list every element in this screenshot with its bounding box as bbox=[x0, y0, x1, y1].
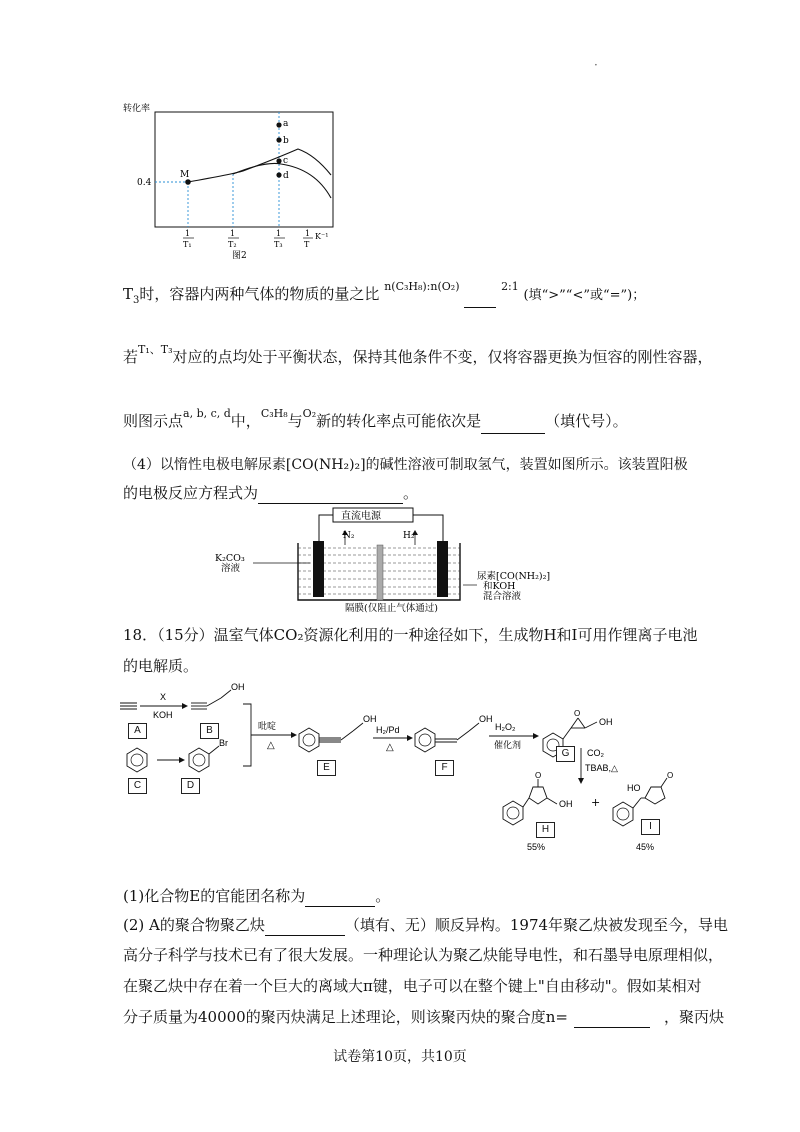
q3-points: a, b, c, d bbox=[183, 407, 231, 420]
q2-blank-n[interactable] bbox=[574, 1011, 650, 1028]
i-ho: HO bbox=[627, 783, 641, 793]
label-f: F bbox=[435, 760, 454, 776]
q18-line2 bbox=[123, 655, 198, 677]
reagent-h2pd: H₂/Pd bbox=[376, 725, 400, 735]
q2-line3 bbox=[123, 975, 702, 997]
benzene-f bbox=[415, 728, 435, 752]
x-tick-t3-den: T₃ bbox=[274, 240, 283, 249]
q1-end: 。 bbox=[375, 887, 391, 905]
q2-l3-text: 在聚乙炔中存在着一个巨大的离域大π键，电子可以在整个键上"自由移动"。假如某相对 bbox=[123, 977, 702, 995]
h-o-top: O bbox=[535, 771, 542, 780]
right-solution-2: 和KOH bbox=[483, 581, 516, 592]
right-solution-3: 混合溶液 bbox=[483, 591, 522, 602]
q2-l1-end: （填有、无）顺反异构。1974年聚乙炔被发现至今，导电 bbox=[344, 916, 729, 934]
q18-l2-text: 的电解质。 bbox=[123, 657, 199, 675]
q2-line4 bbox=[123, 1006, 724, 1028]
benzene-i bbox=[613, 802, 633, 826]
point-c bbox=[276, 158, 281, 163]
x-tick-t2-num: 1 bbox=[230, 229, 236, 238]
point-a-label: a bbox=[283, 119, 289, 129]
q3-two-one: 2:1 bbox=[501, 280, 519, 293]
q2-l4-end: ，聚丙炔 bbox=[663, 1008, 724, 1026]
reagent-tbab: TBAB,△ bbox=[585, 763, 618, 773]
h-oh: OH bbox=[559, 799, 573, 809]
e-oh: OH bbox=[363, 714, 377, 724]
reagent-pyridine: 吡啶 bbox=[258, 722, 277, 732]
point-a bbox=[276, 122, 281, 127]
i-ring bbox=[645, 787, 665, 804]
q3-line3 bbox=[123, 407, 628, 434]
g-o: O bbox=[574, 709, 581, 718]
label-e: E bbox=[317, 760, 336, 776]
q3-blank-points[interactable] bbox=[481, 417, 545, 434]
point-b-label: b bbox=[283, 136, 289, 146]
yield-i: 45% bbox=[636, 842, 655, 852]
benzene-e bbox=[299, 728, 319, 752]
q3-l2-text: 对应的点均处于平衡状态，保持其他条件不变，仅将容器更换为恒容的刚性容器， bbox=[172, 348, 713, 366]
q3-ratio: n(C₃H₈):n(O₂) bbox=[384, 280, 460, 293]
q3-c3h8: C₃H₈ bbox=[260, 407, 288, 420]
benzene-c bbox=[127, 748, 147, 772]
x-tick-t-num: 1 bbox=[305, 229, 311, 238]
q2-line2 bbox=[123, 944, 723, 966]
x-tick-t3-num: 1 bbox=[276, 229, 282, 238]
q3-line1 bbox=[123, 280, 646, 308]
fig2-caption: 图2 bbox=[232, 251, 247, 261]
x-tick-t1-num: 1 bbox=[185, 229, 191, 238]
curve-lower bbox=[233, 163, 331, 198]
g-oh: OH bbox=[599, 717, 613, 727]
label-c: C bbox=[128, 778, 147, 794]
x-unit: K⁻¹ bbox=[315, 232, 329, 241]
reagent-heat-1: △ bbox=[267, 740, 275, 751]
label-i: I bbox=[641, 819, 660, 835]
point-c-label: c bbox=[283, 156, 289, 166]
reagent-heat-2: △ bbox=[386, 742, 394, 753]
electrolysis-apparatus bbox=[215, 505, 595, 613]
q3-yu: 与 bbox=[287, 412, 303, 430]
i-o-top: O bbox=[667, 771, 674, 780]
reagent-x: X bbox=[160, 692, 167, 702]
yield-h: 55% bbox=[527, 842, 546, 852]
left-solution-2: 溶液 bbox=[221, 563, 241, 574]
anode bbox=[313, 541, 324, 597]
membrane-label: 隔膜(仅阻止气体通过) bbox=[345, 603, 438, 613]
membrane bbox=[377, 545, 383, 600]
q18-l1-text: 18．（15分）温室气体CO₂资源化利用的一种途径如下，生成物H和I可用作锂离子电池 bbox=[123, 626, 698, 644]
label-b: B bbox=[200, 723, 219, 739]
q18-line1 bbox=[123, 624, 697, 646]
wire-left bbox=[319, 515, 333, 541]
reagent-h2o2: H₂O₂ bbox=[495, 722, 516, 732]
right-solution-1: 尿素[CO(NH₂)₂] bbox=[477, 571, 551, 582]
q3-t1-t3: T₁、T₃ bbox=[138, 343, 173, 356]
q3-t3: T bbox=[123, 285, 134, 303]
q2-line1 bbox=[123, 914, 728, 936]
power-supply-label: 直流电源 bbox=[341, 511, 381, 522]
q3-line2 bbox=[123, 343, 713, 370]
q3-l3-mid: 中， bbox=[230, 412, 261, 430]
q2-blank-isomer[interactable] bbox=[265, 919, 345, 936]
corner-mark: · bbox=[594, 58, 598, 72]
q3-l3-text: 新的转化率点可能依次是 bbox=[316, 412, 482, 430]
reagent-koh: KOH bbox=[153, 710, 173, 720]
q1-blank[interactable] bbox=[305, 890, 375, 907]
label-a: A bbox=[128, 723, 147, 739]
h2-label: H₂ bbox=[403, 531, 415, 541]
y-tick-04: 0.4 bbox=[137, 178, 152, 188]
q3-blank-ratio[interactable] bbox=[464, 291, 496, 308]
reaction-scheme bbox=[115, 678, 695, 858]
q4-l2-end: 。 bbox=[403, 484, 419, 502]
q2-l4-start: 分子质量为40000的聚丙炔满足上述理论，则该聚丙炔的聚合度n= bbox=[123, 1008, 568, 1026]
point-d bbox=[276, 172, 281, 177]
q3-o2: O₂ bbox=[302, 407, 317, 420]
label-d: D bbox=[181, 778, 200, 794]
point-b bbox=[276, 137, 281, 142]
q1-text: (1)化合物E的官能团名称为 bbox=[123, 887, 306, 905]
conversion-rate-figure bbox=[115, 95, 355, 265]
x-tick-t2-den: T₂ bbox=[228, 240, 237, 249]
q3-l1-text: 时，容器内两种气体的物质的量之比 bbox=[139, 285, 380, 303]
q3-t3-sub: 3 bbox=[133, 295, 140, 306]
d-br: Br bbox=[219, 738, 228, 748]
q3-ruo: 若 bbox=[123, 348, 139, 366]
fig2-ylabel: 转化率 bbox=[123, 104, 151, 114]
q3-fill-hint: (填“>”“<”或“=”)； bbox=[523, 288, 646, 303]
q4-line2 bbox=[123, 482, 418, 504]
q3-l3-end: （填代号）。 bbox=[545, 412, 628, 430]
q4-blank-equation[interactable] bbox=[258, 487, 403, 504]
label-h: H bbox=[536, 822, 555, 838]
x-tick-t1-den: T₁ bbox=[183, 240, 192, 249]
f-oh: OH bbox=[479, 714, 493, 724]
point-d-label: d bbox=[283, 171, 289, 181]
q2-l2-text: 高分子科学与技术已有了很大发展。一种理论认为聚乙炔能导电性，和石墨导电原理相似， bbox=[123, 946, 724, 964]
x-tick-t-den: T bbox=[304, 240, 310, 249]
q1-line bbox=[123, 885, 390, 907]
point-m bbox=[185, 179, 191, 185]
q4-l2-text: 的电极反应方程式为 bbox=[123, 484, 259, 502]
q4-line1 bbox=[123, 454, 688, 476]
h-ring bbox=[529, 787, 547, 804]
reagent-catalyst: 催化剂 bbox=[494, 741, 522, 751]
q2-l1-start: (2) A的聚合物聚乙炔 bbox=[123, 916, 265, 934]
benzene-h bbox=[503, 801, 523, 825]
q3-l3-start: 则图示点 bbox=[123, 412, 184, 430]
b-oh: OH bbox=[231, 682, 245, 692]
benzene-d bbox=[189, 748, 209, 772]
wire-right bbox=[413, 515, 443, 541]
label-g: G bbox=[556, 746, 575, 762]
page-footer: 试卷第10页，共10页 bbox=[333, 1049, 467, 1065]
plus-sign: + bbox=[591, 796, 601, 809]
n2-label: N₂ bbox=[343, 531, 355, 541]
cathode bbox=[437, 541, 448, 597]
point-m-label: M bbox=[180, 170, 190, 180]
reagent-co2: CO₂ bbox=[587, 748, 604, 758]
q4-l1-text: （4）以惰性电极电解尿素[CO(NH₂)₂]的碱性溶液可制取氢气，装置如图所示。该装置阳极 bbox=[123, 457, 688, 473]
left-solution-1: K₂CO₃ bbox=[215, 553, 245, 564]
